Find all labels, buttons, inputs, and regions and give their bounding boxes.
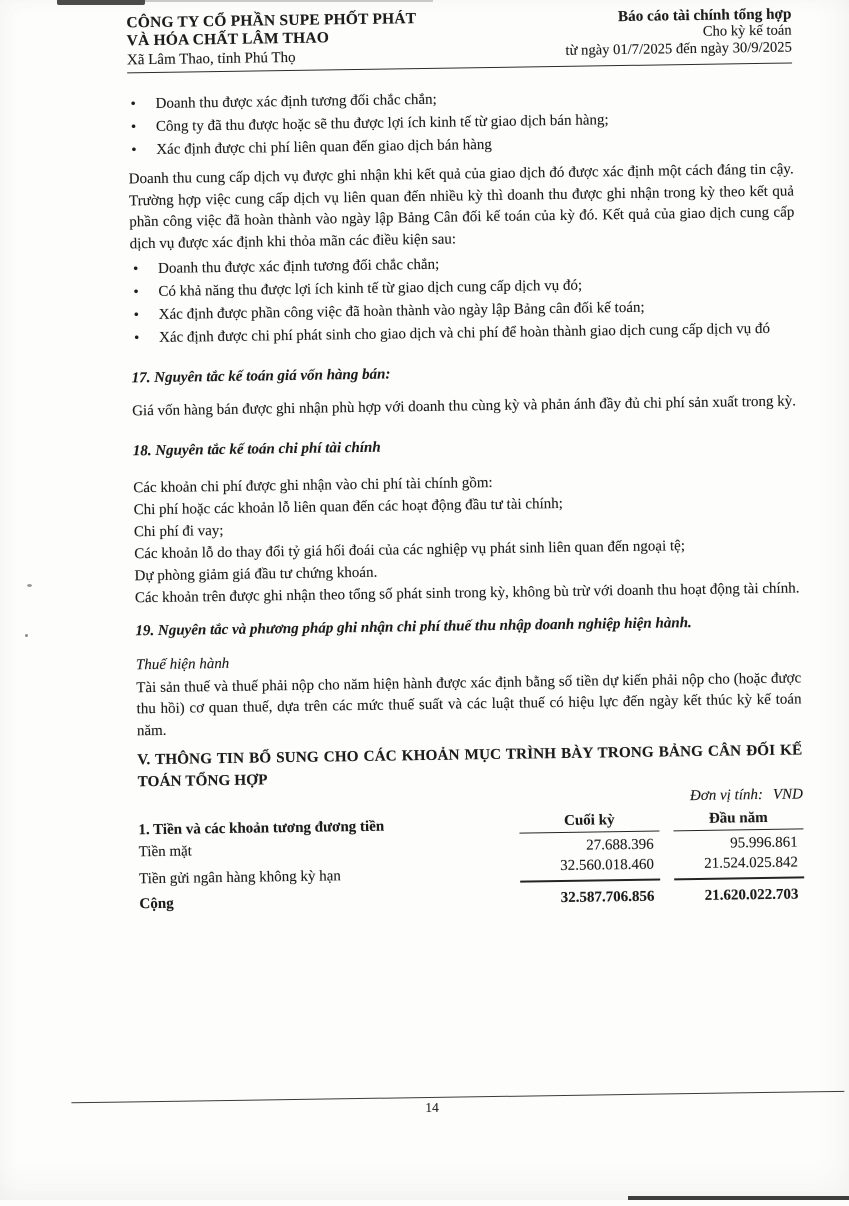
list-item: • Xác định được chi phí phát sinh cho giao dịch và chi phí để hoàn thành giao dịch cung cấp dịch vụ đó (131, 317, 796, 350)
section-v-heading: V. THÔNG TIN BỔ SUNG CHO CÁC KHOẢN MỤC TRÌNH BÀY TRONG BẢNG CÂN ĐỐI KẾ TOÁN TỔNG HỢP (137, 739, 803, 793)
company-block (126, 10, 417, 69)
text-line: Dự phòng giảm giá đầu tư chứng khoán. (134, 555, 799, 587)
row-label: Tiền gửi ngân hàng không kỳ hạn (139, 866, 520, 889)
report-info-block (565, 4, 792, 59)
service-revenue-conditions-list (130, 248, 796, 350)
section-18-heading: 18. Nguyên tắc kế toán chi phí tài chính (133, 431, 798, 462)
report-title: Báo cáo tài chính tổng hợp (565, 5, 792, 25)
section-18-body (133, 467, 800, 609)
table-total-row (139, 886, 804, 913)
list-item: • Có khả năng thu được lợi ích kinh tế từ giao dịch cung cấp dịch vụ đó; (130, 271, 795, 304)
total-label: Cộng (139, 891, 520, 914)
section-19-body: Tài sản thuế và thuế phải nộp cho năm hiện hành được xác định bằng số tiền dự kiến phải nộp cho (hoặc được thu hồi) cơ quan thuế, dựa trên các mức thuế suất và các luật thuế có hiệu lực đến ngày kết thúc kỳ kế toán năm. (136, 668, 802, 742)
list-item: • Xác định được chi phí liên quan đến giao dịch bán hàng (128, 129, 793, 162)
table-title: 1. Tiền và các khoản tương đương tiền (138, 817, 519, 840)
scan-edge-artifact-bottom (628, 1196, 849, 1200)
cash-equivalents-table (138, 809, 804, 913)
total-value-end: 32.587.706.856 (520, 889, 660, 908)
text-line: Chi phí hoặc các khoản lỗ liên quan đến các hoạt động đầu tư tài chính; (133, 489, 798, 521)
text-line: Chi phí đi vay; (134, 511, 799, 543)
list-item: • Công ty đã thu được hoặc sẽ thu được lợi ích kinh tế từ giao dịch bán hàng; (128, 106, 793, 139)
sale-revenue-conditions-list (127, 83, 793, 162)
page-number: 14 (7, 1094, 849, 1123)
document-header (126, 4, 792, 73)
company-name-line1: CÔNG TY CỔ PHẦN SUPE PHỐT PHÁT (126, 10, 416, 32)
service-revenue-paragraph: Doanh thu cung cấp dịch vụ được ghi nhận khi kết quả của giao dịch đó được xác định một cách đáng tin cậy. Trường hợp việc cung cấp dịch vụ liên quan đến nhiều kỳ thì doanh thu được ghi nhận trong kỳ theo kết quả phần công việc đã hoàn thành vào ngày lập Bảng Cân đối kế toán của kỳ đó. Kết quả của giao dịch cung cấp dịch vụ được xác định khi thỏa mãn các điều kiện sau: (129, 159, 795, 255)
total-value-begin: 21.620.022.703 (674, 886, 804, 905)
unit-value: VND (773, 786, 803, 802)
column-header-end-of-period: Cuối kỳ (519, 812, 659, 834)
row-value-end: 27.688.396 (520, 837, 660, 856)
unit-label: Đơn vị tính: (690, 787, 763, 804)
text-line: Các khoản trên được ghi nhận theo tổng số phát sinh trong kỳ, không bù trừ với doanh thu hoạt động tài chính. (135, 577, 800, 609)
column-header-beginning-of-year: Đầu năm (673, 809, 803, 831)
table-header-row (138, 809, 803, 839)
company-address: Xã Lâm Thao, tỉnh Phú Thọ (127, 48, 417, 69)
section-19-heading: 19. Nguyên tắc và phương pháp ghi nhận chi phí thuế thu nhập doanh nghiệp hiện hành. (135, 611, 800, 642)
text-line: Các khoản lỗ do thay đổi tỷ giá hối đoái của các nghiệp vụ phát sinh liên quan đến ngoại tệ; (134, 533, 799, 565)
text-line: Các khoản chi phí được ghi nhận vào chi phí tài chính gồm: (133, 467, 798, 499)
section-17-body: Giá vốn hàng bán được ghi nhận phù hợp với doanh thu cùng kỳ và phản ánh đầy đủ chi phí sản xuất trong kỳ. (132, 391, 797, 422)
section-17-heading: 17. Nguyên tắc kế toán giá vốn hàng bán: (132, 358, 797, 389)
company-name-line2: VÀ HÓA CHẤT LÂM THAO (127, 28, 417, 50)
report-subtitle: Cho kỳ kế toán (565, 22, 792, 42)
list-item: • Doanh thu được xác định tương đối chắc chắn; (130, 248, 795, 281)
current-tax-subheading: Thuế hiện hành (136, 645, 801, 676)
list-item: • Doanh thu được xác định tương đối chắc chắn; (127, 83, 792, 116)
row-label: Tiền mặt (139, 839, 520, 862)
report-period: từ ngày 01/7/2025 đến ngày 30/9/2025 (565, 39, 792, 59)
list-item: • Xác định được phần công việc đã hoàn thành vào ngày lập Bảng cân đối kế toán; (131, 294, 796, 327)
row-value-end: 32.560.018.460 (520, 857, 660, 883)
row-value-begin: 21.524.025.842 (674, 854, 804, 880)
row-value-begin: 95.996.861 (674, 834, 804, 853)
